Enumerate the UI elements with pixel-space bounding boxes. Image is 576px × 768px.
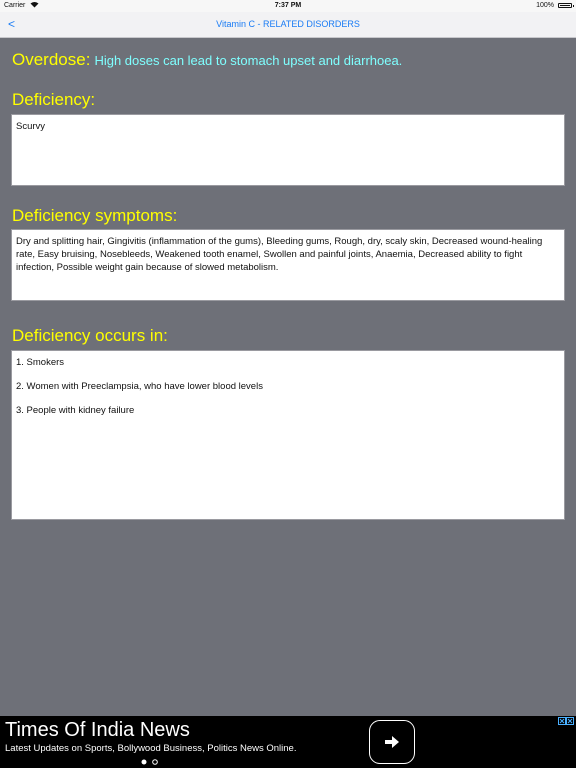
ad-page-indicator: [140, 758, 160, 766]
navigation-bar: [0, 12, 576, 38]
page-dot-active: [142, 760, 147, 765]
arrow-right-icon: [384, 735, 400, 749]
page-dot: [153, 760, 158, 765]
overdose-section: [12, 50, 402, 70]
deficiency-textbox[interactable]: [11, 114, 565, 186]
symptoms-label: Deficiency symptoms:: [12, 206, 178, 225]
status-time: 7:37 PM: [274, 2, 302, 9]
ad-subtitle: Latest Updates on Sports, Bollywood Business, Politics News Online.: [5, 743, 297, 754]
status-bar: [0, 0, 576, 12]
symptoms-textbox[interactable]: [11, 229, 565, 301]
list-item: 1. Smokers: [16, 357, 65, 368]
page-title: Vitamin C - RELATED DISORDERS: [216, 19, 360, 29]
ad-open-button[interactable]: [369, 720, 415, 764]
ad-choices-icon[interactable]: [558, 717, 574, 725]
list-item: 2. Women with Preeclampsia, who have lower blood levels: [16, 381, 263, 392]
deficiency-label: Deficiency:: [12, 90, 96, 109]
carrier-label: Carrier: [4, 2, 26, 9]
battery-percentage: 100%: [536, 2, 554, 9]
list-item: 3. People with kidney failure: [16, 405, 135, 416]
symptoms-text: Dry and splitting hair, Gingivitis (inflammation of the gums), Bleeding gums, Rough, dry, scaly skin, Decreased wound-healing rate, Easy bruising, Nosebleeds, Weakened tooth enamel, Swollen and painful joints, Anaemia, Decreased ability to fight infection, Possible weight gain because of slowed metabolism.: [16, 236, 543, 273]
deficiency-text: Scurvy: [16, 121, 46, 132]
battery-icon: [558, 3, 572, 8]
ad-banner[interactable]: [0, 716, 576, 768]
occurs-textbox[interactable]: [11, 350, 565, 520]
overdose-text: High doses can lead to stomach upset and diarrhoea.: [94, 53, 403, 68]
occurs-label: Deficiency occurs in:: [12, 326, 168, 345]
overdose-label: Overdose:: [12, 50, 91, 69]
ad-title: Times Of India News: [5, 719, 190, 741]
back-button[interactable]: <: [8, 17, 16, 31]
